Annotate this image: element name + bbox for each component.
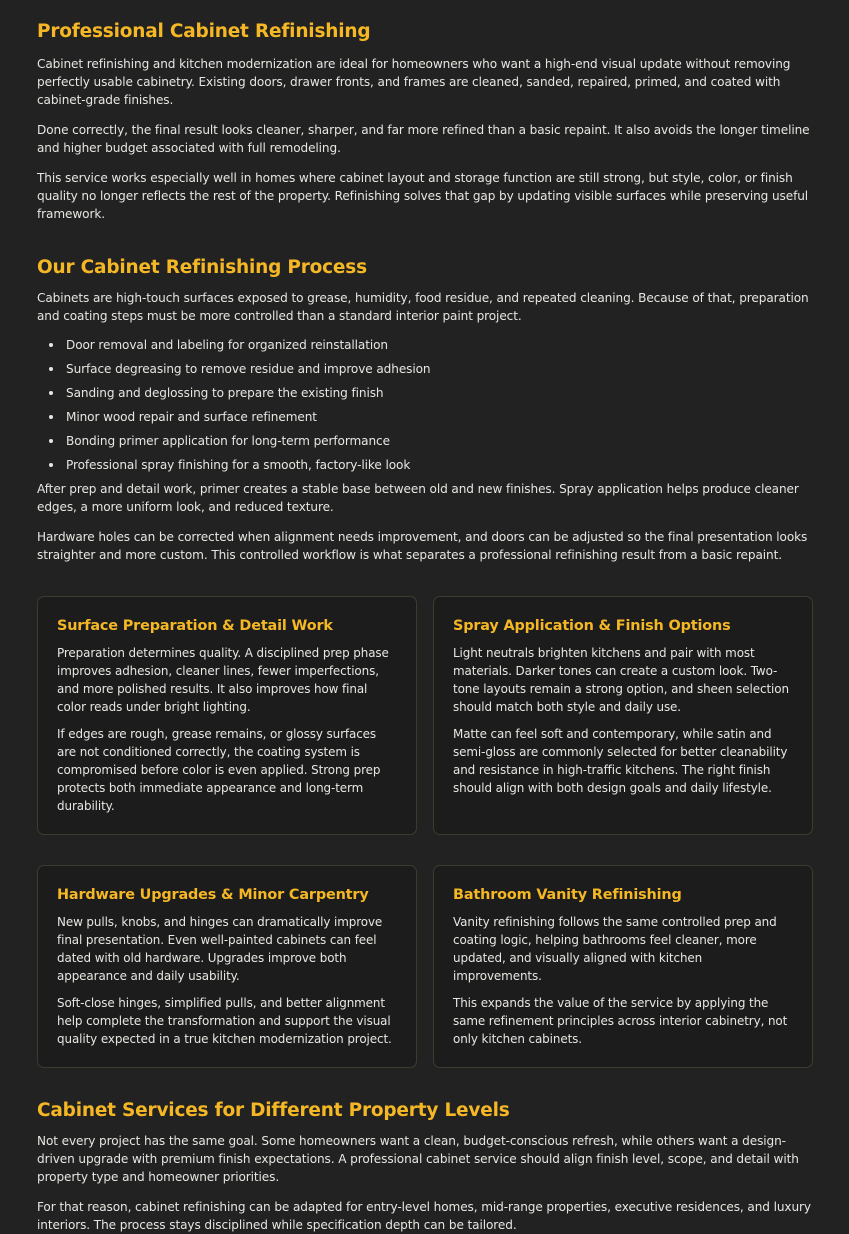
card-paragraph: Soft-close hinges, simplified pulls, and better alignment help complete the transformation and support the visual quality expected in a true kitchen modernization project. [57,996,392,1046]
property-levels-paragraph: For that reason, cabinet refinishing can be adapted for entry-level homes, mid-range properties, executive residences, and luxury interiors. The process stays disciplined while specification depth can be tailored. [37,1200,811,1232]
card-spray-application [433,596,813,835]
process-steps-list [37,336,813,474]
intro-paragraph: Cabinet refinishing and kitchen modernization are ideal for homeowners who want a high-end visual update without removing perfectly usable cabinetry. Existing doors, drawer fronts, and frames are cleaned, sanded, repaired, primed, and coated with cabinet-grade finishes. [37,57,791,107]
process-step: Door removal and labeling for organized reinstallation [66,336,813,354]
process-section [37,223,813,564]
process-step: Professional spray finishing for a smooth, factory-like look [66,456,813,474]
process-step: Minor wood repair and surface refinement [66,408,813,426]
process-step: Surface degreasing to remove residue and improve adhesion [66,360,813,378]
intro-section [37,0,813,223]
card-surface-preparation [37,596,417,835]
card-title: Surface Preparation & Detail Work [57,618,333,634]
process-step: Bonding primer application for long-term performance [66,432,813,450]
process-intro: Cabinets are high-touch surfaces exposed to grease, humidity, food residue, and repeated cleaning. Because of that, preparation and coating steps must be more controlled than a standard interior paint project. [37,291,809,323]
process-title: Our Cabinet Refinishing Process [37,257,367,278]
intro-title: Professional Cabinet Refinishing [37,21,371,42]
property-levels-section [37,1068,813,1234]
card-paragraph: This expands the value of the service by applying the same refinement principles across interior cabinetry, not only kitchen cabinets. [453,996,788,1046]
property-levels-paragraph: Not every project has the same goal. Some homeowners want a clean, budget-conscious refresh, while others want a design-driven upgrade with premium finish expectations. A professional cabinet service should align finish level, scope, and detail with property type and homeowner priorities. [37,1134,799,1184]
card-title: Hardware Upgrades & Minor Carpentry [57,887,369,903]
cards-row [37,865,813,1068]
card-paragraph: New pulls, knobs, and hinges can dramatically improve final presentation. Even well-painted cabinets can feel dated with old hardware. Upgrades improve both appearance and daily usability. [57,915,383,983]
process-step: Sanding and deglossing to prepare the existing finish [66,384,813,402]
intro-paragraph: Done correctly, the final result looks cleaner, sharper, and far more refined than a basic repaint. It also avoids the longer timeline and higher budget associated with full remodeling. [37,123,810,155]
card-paragraph: Preparation determines quality. A disciplined prep phase improves adhesion, cleaner lines, fewer imperfections, and more polished results. It also improves how final color reads under bright lighting. [57,646,389,714]
property-levels-title: Cabinet Services for Different Property Levels [37,1100,510,1121]
card-paragraph: Matte can feel soft and contemporary, while satin and semi-gloss are commonly selected for better cleanability and resistance in high-traffic kitchens. The right finish should align with both design goals and daily lifestyle. [453,727,788,795]
card-title: Bathroom Vanity Refinishing [453,887,682,903]
card-paragraph: Vanity refinishing follows the same controlled prep and coating logic, helping bathrooms feel cleaner, more updated, and visually aligned with kitchen improvements. [453,915,777,983]
card-hardware-upgrades [37,865,417,1068]
process-paragraph: Hardware holes can be corrected when alignment needs improvement, and doors can be adjusted so the final presentation looks straighter and more custom. This controlled workflow is what separates a professional refinishing result from a basic repaint. [37,530,808,562]
cards-row [37,596,813,835]
card-title: Spray Application & Finish Options [453,618,731,634]
card-bathroom-vanity [433,865,813,1068]
card-paragraph: Light neutrals brighten kitchens and pair with most materials. Darker tones can create a custom look. Two-tone layouts remain a strong option, and sheen selection should match both style and daily use. [453,646,789,714]
card-paragraph: If edges are rough, grease remains, or glossy surfaces are not conditioned correctly, the coating system is compromised before color is even applied. Strong prep protects both immediate appearance and long-term durability. [57,727,381,813]
intro-paragraph: This service works especially well in homes where cabinet layout and storage function are still strong, but style, color, or finish quality no longer reflects the rest of the property. Refinishing solves that gap by updating visible surfaces while preserving useful framework. [37,171,809,221]
process-paragraph: After prep and detail work, primer creates a stable base between old and new finishes. Spray application helps produce cleaner edges, a more uniform look, and reduced texture. [37,482,799,514]
